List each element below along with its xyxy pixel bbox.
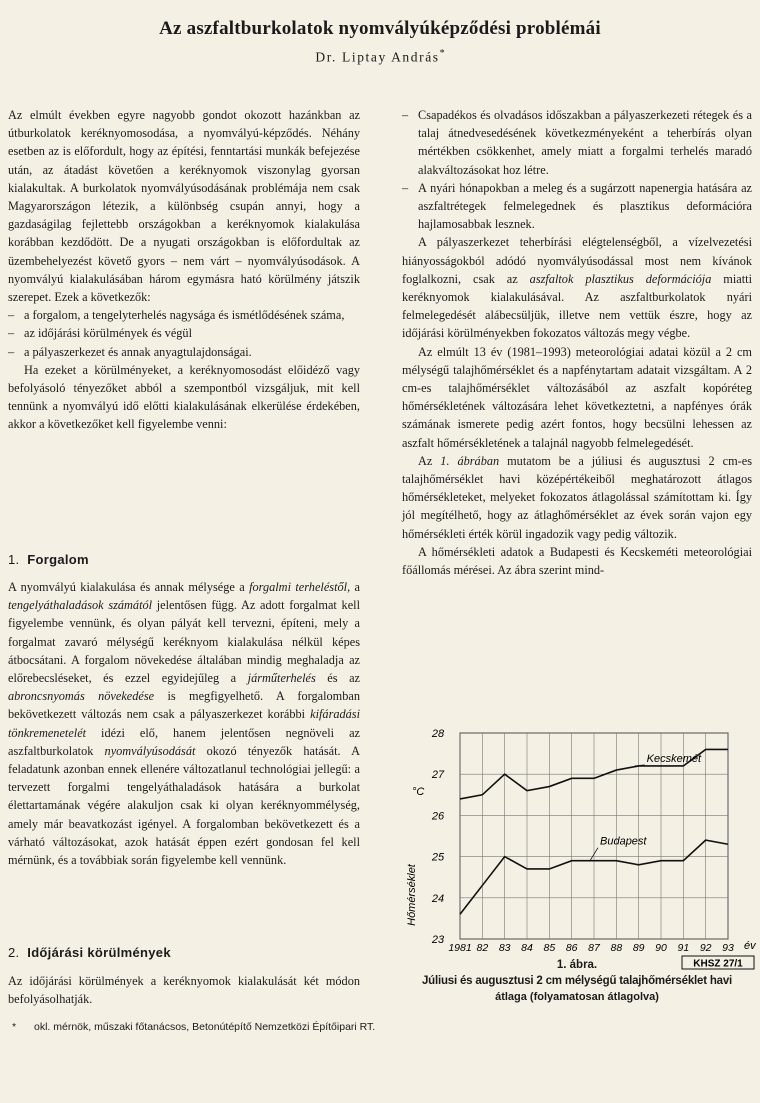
figure-caption-line2: átlaga (folyamatosan átlagolva)	[495, 991, 659, 1003]
figure-caption-line1: Júliusi és augusztusi 2 cm mélységű talajhőmérséklet havi	[421, 975, 733, 987]
x-tick-label: 88	[610, 942, 623, 954]
list-item-text: A nyári hónapokban a meleg és a sugárzott napenergia hatására az aszfaltrétegek felmelegednek és plasztikus deformációra hajlamosabbak lesznek.	[418, 180, 752, 232]
x-tick-label: 1981	[448, 942, 472, 954]
y-tick-label: 26	[431, 810, 445, 823]
y-tick-label: 23	[431, 934, 445, 946]
left-column	[8, 106, 360, 434]
intro-paragraph: Az elmúlt években egyre nagyobb gondot okozott hazánkban az útburkolatok keréknyomosodása, a nyomvályú-képződés. Néhány esetben az is előfordult, hogy az építési, fenntartási munkák befejezése után, az átadást követően a keréknyomok viszonylag gyorsan kialakultak. A burkolatok nyomvályúsodásának problémája nem csak Magyarországon létezik, a különbség csupán annyi, hogy a gazdaságilag fejlettebb országokban a keréknyomok kialakulása korábban kezdődött. De a nyugati országokban is előfordultak az üzembehelyezést követő gyors – nem várt – nyomvályúsodások. A nyomvályú kialakulásában három egymásra ható körülmény játszik szerepet. Ezek a következők:	[8, 108, 360, 305]
idojaras-paragraph: Az időjárási körülmények a keréknyomok kialakulását két módon befolyásolhatják.	[8, 974, 360, 1007]
y-tick-label: 28	[431, 728, 445, 740]
list-item: – a pályaszerkezet és annak anyagtulajdonságai.	[8, 343, 360, 361]
x-tick-label: 85	[543, 942, 556, 954]
list-item-text: Csapadékos és olvadásos időszakban a pályaszerkezeti rétegek és a talaj átnedvesedésének következményeként a teherbírás olyan mértékben csökkenhet, amely miatt a forgalmi terhelés maradó alakváltozásokat hoz létre.	[418, 108, 752, 177]
list-item: – Csapadékos és olvadásos időszakban a pályaszerkezeti rétegek és a talaj átnedvesedésének következményeként a teherbírás olyan mértékben csökkenhet, amely miatt a forgalmi terhelés maradó alakváltozásokat hoz létre.	[402, 106, 752, 179]
list-item-text: az időjárási körülmények és végül	[24, 326, 193, 341]
list-item-text: a forgalom, a tengelyterhelés nagysága és ismétlődésének száma,	[24, 308, 345, 323]
figure-caption	[402, 957, 752, 1005]
x-tick-label: 87	[588, 942, 600, 954]
y-tick-label: 27	[431, 769, 445, 782]
list-item: – az időjárási körülmények és végül	[8, 324, 360, 342]
x-tick-label: 84	[521, 942, 533, 954]
deformation-paragraph: A pályaszerkezet teherbírási elégtelenségből, a vízelvezetési hiányosságokból adódó nyomvályúsodással most nem kívánok foglalkozni, csak az aszfaltok plasztikus deformációja miatti keréknyomok kialakulásával. Az aszfaltburkolatok nyári felmelegedését alábecsüljük, illetve nem vettük észre, hogy az időjárási körülményekben fokozatos változás megy végbe.	[402, 235, 752, 341]
x-tick-label: 86	[565, 942, 578, 954]
footnote-text: okl. mérnök, műszaki főtanácsos, Betonútépítő Nemzetközi Építőipari RT.	[34, 1021, 376, 1033]
forgalom-paragraph: A nyomvályú kialakulása és annak mélysége a forgalmi terheléstől, a tengelyáthaladások számától jelentősen függ. Az adott forgalmat kell figyelembe vennünk, és olyan pályát kell tervezni, építeni, mely a forgalmat zavaró mélységű keréknyom kialakulása nélkül képes átbocsátani. A forgalom növekedése általában mindig meghaladja az előrebecsléseket, és ezzel egyidejűleg a járműterhelés és az abroncsnyomás növekedése is megfigyelhető. A forgalomban bekövetkezett változás nem csak a pályaszerkezet korábbi kifáradási tönkremenetelét idézi elő, hanem jelentősen negnöveli az aszfaltburkolatok nyomvályúsodását okozó tényezők hatását. A feladatunk azonban ennek ellenére változatlanul technológiai jellegű: a tervezett forgalmi tengelyáthaladások hatására a burkolat élettartamának végére alakuljon csak ki olyan keréknyommélység, amely már beavatkozást igényel. A forgalomban bekövetkezett és a várható változásokat, azok hatását éppen ezért gondosan fel kell mérnünk, és a továbbiak során figyelembe kell vennünk.	[8, 580, 361, 868]
figure-reference-paragraph: Az 1. ábrában mutatom be a júliusi és augusztusi 2 cm-es talajhőmérséklet havi középértékeiből meghatározott átlagos hőmérsékleteket, melyeket fokozatos átlagolással számítottam ki. Így jól megítélhető, hogy az átlaghőmérséklet az évek során vajon egy hőmérsékleti érték körül ingadozik vagy pedig változik.	[402, 453, 752, 541]
footnote-mark: *	[12, 1021, 17, 1033]
y-tick-label: 25	[431, 851, 445, 864]
x-tick-label: 92	[699, 942, 712, 954]
x-tick-label: 83	[498, 942, 511, 954]
list-item: – a forgalom, a tengelyterhelés nagysága és ismétlődésének száma,	[8, 306, 360, 324]
author-footnote-mark: *	[439, 48, 445, 59]
x-tick-label: 90	[655, 942, 667, 954]
article-title: Az aszfaltburkolatok nyomvályúképződési problémái	[159, 18, 601, 39]
list-item: – A nyári hónapokban a meleg és a sugárzott napenergia hatására az aszfaltrétegek felmelegednek és plasztikus deformációra hajlamosabbak lesznek.	[402, 179, 752, 234]
series-label: Kecskemét	[646, 752, 702, 765]
consideration-paragraph: Ha ezeket a körülményeket, a keréknyomosodást előidéző vagy befolyásoló tényezőket abból a szempontból vizsgáljuk, mit kell tennünk a nyomvályú idő előtti kialakulásának elkerülése érdekében, akkor a következőket kell figyelembe venni:	[8, 362, 360, 432]
section-title: Forgalom	[27, 552, 89, 567]
section-number: 2.	[8, 945, 20, 960]
section-idojaras-body	[8, 972, 360, 1008]
figure-code: KHSZ 27/1	[693, 958, 743, 970]
section-heading-idojaras	[8, 945, 171, 960]
section-number: 1.	[8, 552, 20, 567]
data-source-paragraph: A hőmérsékleti adatok a Budapesti és Kecskeméti meteorológiai főállomás mérései. Az ábra szerint mind-	[402, 544, 752, 578]
x-tick-label: 82	[476, 942, 489, 954]
right-column	[402, 106, 752, 579]
figure-number: 1. ábra.	[556, 959, 598, 971]
x-tick-label: 93	[722, 942, 734, 954]
y-tick-label: 24	[431, 892, 445, 905]
author-line	[0, 48, 760, 66]
series-label: Budapest	[600, 835, 647, 848]
list-item-text: a pályaszerkezet és annak anyagtulajdonságai.	[24, 344, 252, 359]
x-axis-suffix: év	[744, 940, 756, 952]
footnote	[12, 1021, 412, 1033]
section-heading-forgalom	[8, 552, 89, 567]
x-tick-label: 89	[632, 942, 645, 954]
author-name: Dr. Liptay András	[315, 49, 440, 65]
y-axis-label: Hőmérséklet	[406, 864, 418, 926]
section-forgalom-body	[8, 578, 360, 869]
meteorology-paragraph: Az elmúlt 13 év (1981–1993) meteorológiai adatai közül a 2 cm mélységű talajhőmérséklet és a napfénytartam adatait vizsgáltam. A 2 cm-es talajhőmérséklet változásából az aszfalt kopóréteg hőmérsékletének változására lehet következtetni, a napfényes órák számának ismerete pedig azért fontos, hogy becsülni lehessen az aszfalt hőmérsékletének a talajnál nagyobb felmelegedését.	[402, 344, 752, 450]
x-tick-label: 91	[677, 942, 690, 954]
section-title: Időjárási körülmények	[27, 945, 171, 960]
y-axis-unit: °C	[412, 786, 425, 798]
